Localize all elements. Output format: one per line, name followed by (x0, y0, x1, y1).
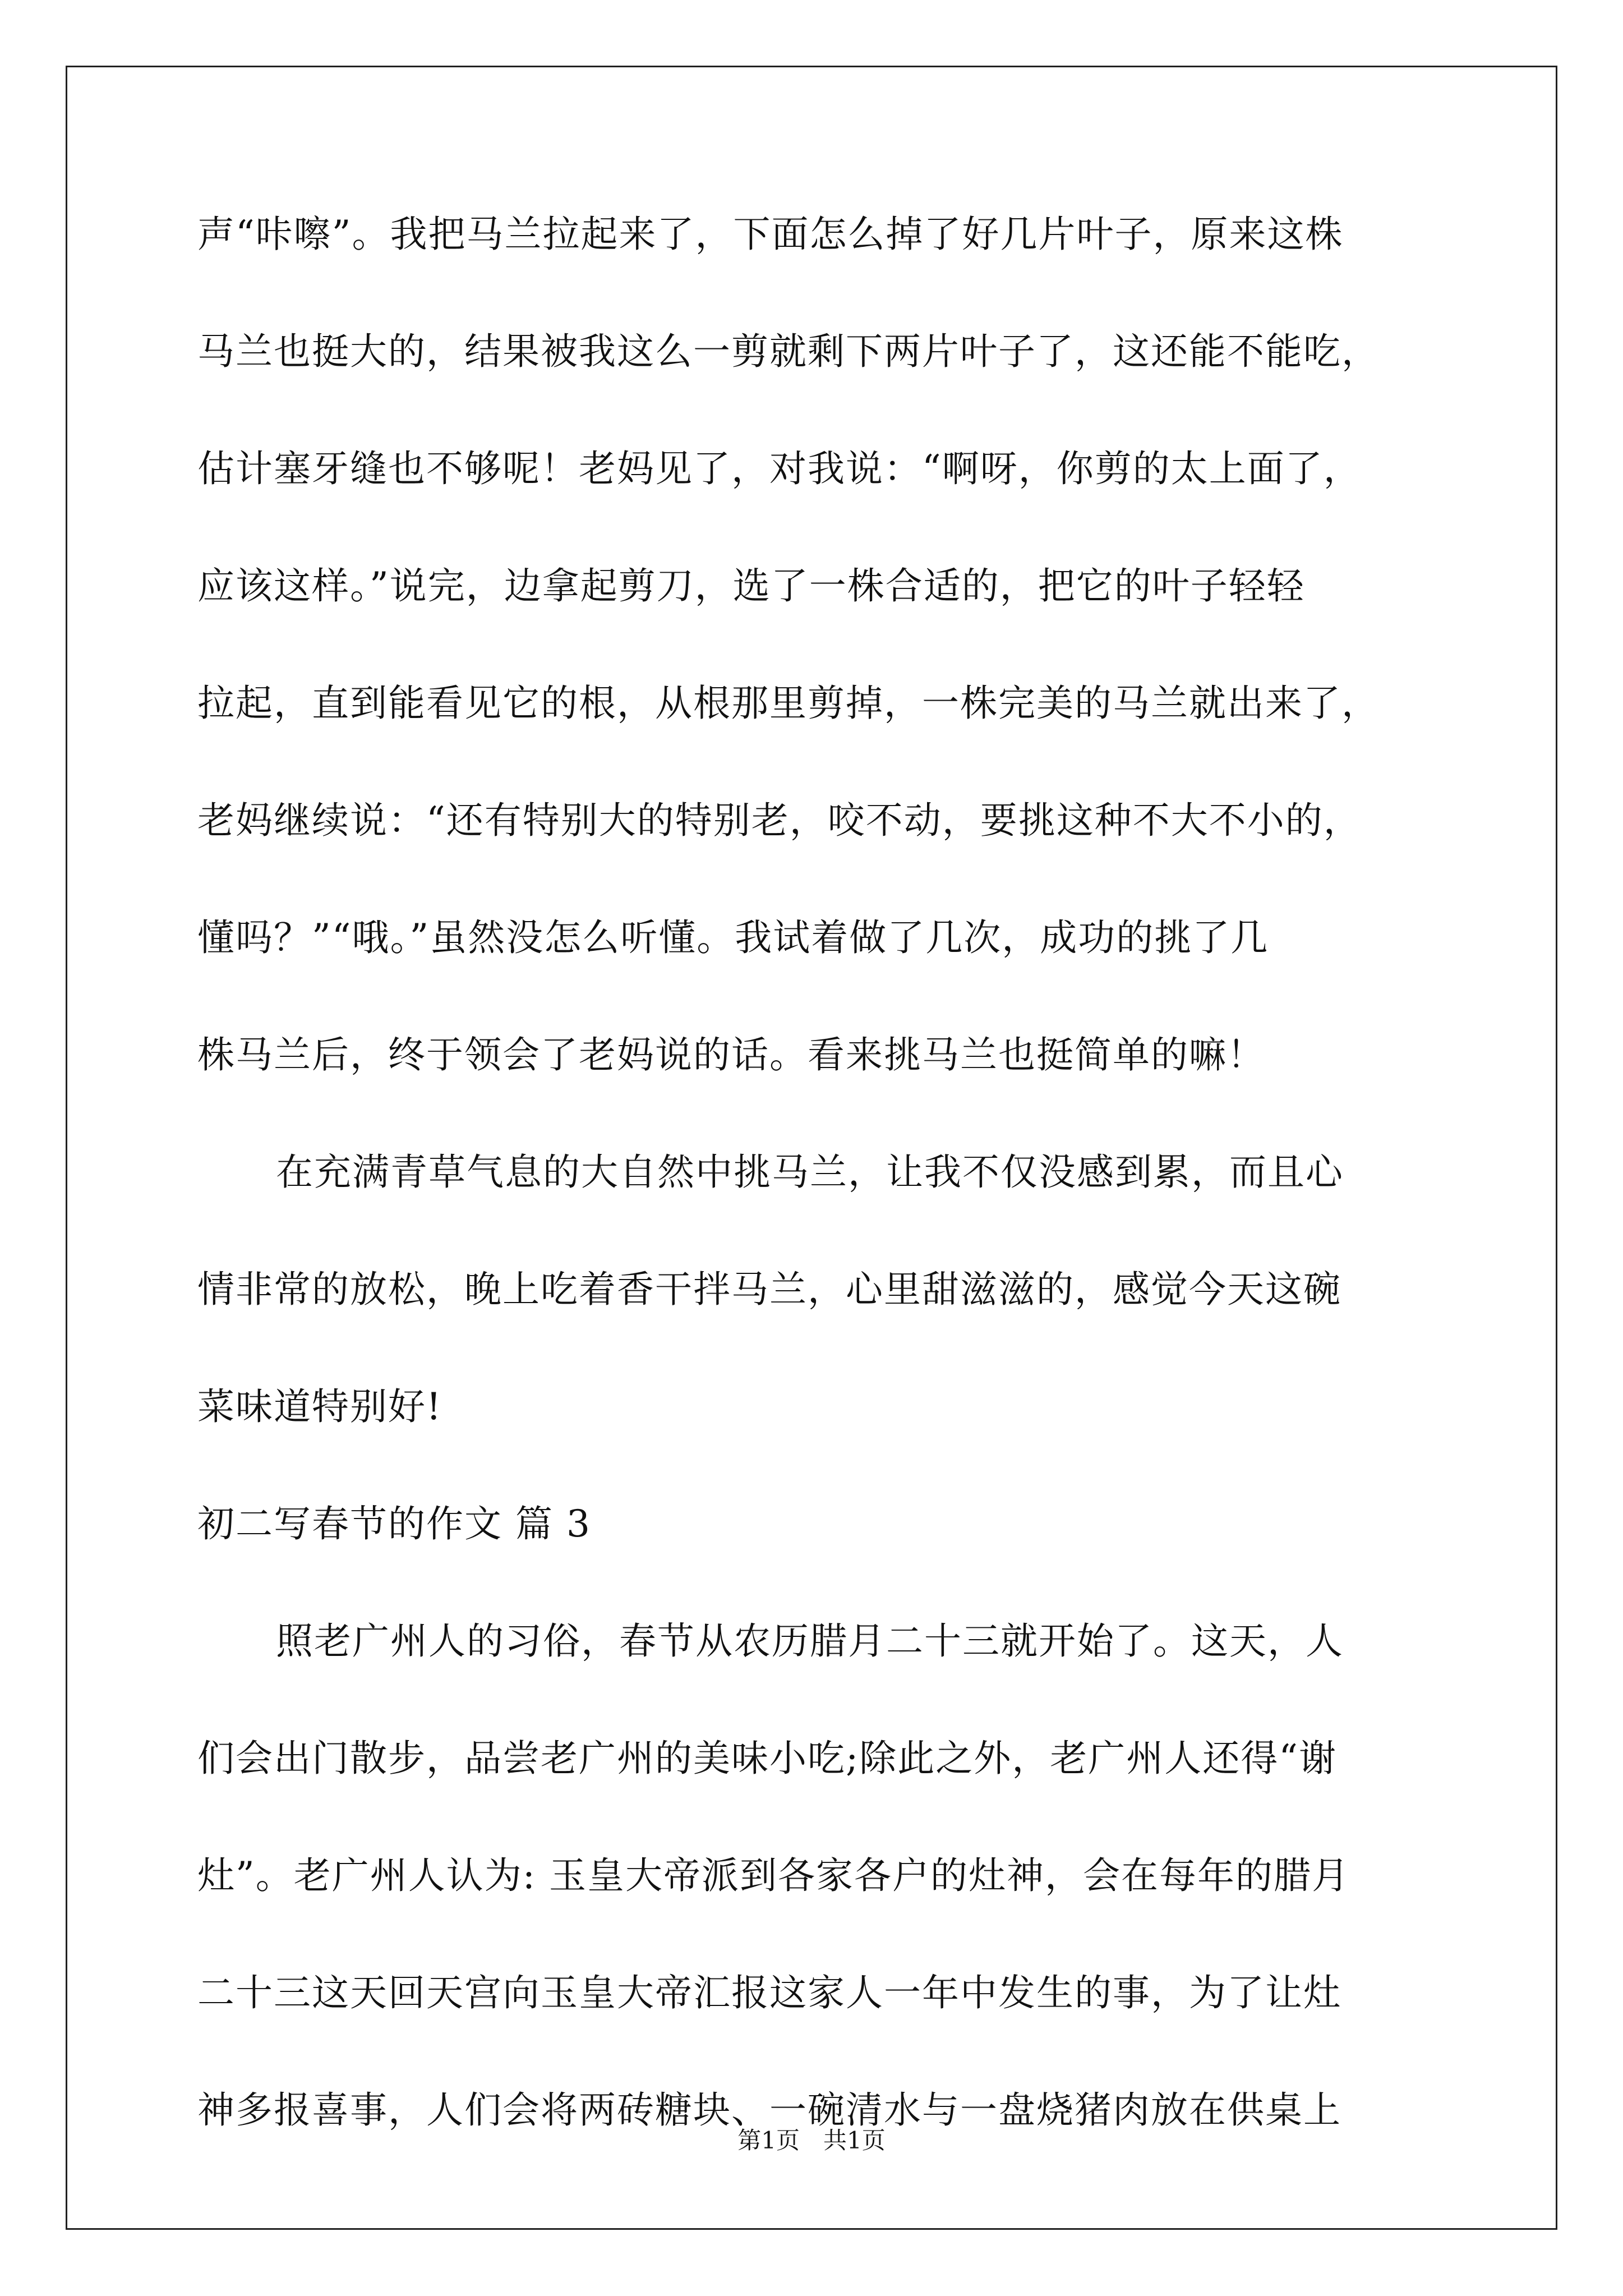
section-heading: 初二写春节的作文 篇 3 (197, 1502, 591, 1545)
text-line: 灶”。老广州人认为: 玉皇大帝派到各家各户的灶神，会在每年的腊月 (197, 1854, 1350, 1897)
text-line-indented: 在充满青草气息的大自然中挑马兰，让我不仅没感到累，而且心 (276, 1151, 1344, 1194)
text-line: 老妈继续说：“还有特别大的特别老，咬不动，要挑这种不大不小的， (197, 799, 1362, 842)
text-line: 马兰也挺大的，结果被我这么一剪就剩下两片叶子了，这还能不能吃， (197, 330, 1380, 373)
page-border (66, 66, 1557, 2230)
text-line: 拉起，直到能看见它的根，从根那里剪掉，一株完美的马兰就出来了， (197, 682, 1380, 725)
text-line: 声“咔嚓”。我把马兰拉起来了，下面怎么掉了好几片叶子，原来这株 (197, 213, 1344, 256)
text-line: 们会出门散步，品尝老广州的美味小吃;除此之外，老广州人还得“谢 (197, 1737, 1337, 1780)
text-line: 估计塞牙缝也不够呢！老妈见了，对我说：“啊呀，你剪的太上面了， (197, 447, 1362, 490)
text-line: 菜味道特别好! (197, 1385, 442, 1428)
text-line: 二十三这天回天宫向玉皇大帝汇报这家人一年中发生的事，为了让灶 (197, 1971, 1341, 2014)
text-line: 神多报喜事，人们会将两砖糖块、一碗清水与一盘烧猪肉放在供桌上 (197, 2088, 1341, 2132)
text-line: 懂吗？”“哦。”虽然没怎么听懂。我试着做了几次，成功的挑了几 (197, 916, 1269, 959)
text-line: 株马兰后，终于领会了老妈说的话。看来挑马兰也挺简单的嘛！ (197, 1033, 1265, 1076)
text-line: 情非常的放松，晚上吃着香干拌马兰，心里甜滋滋的，感觉今天这碗 (197, 1268, 1341, 1311)
page-number-footer: 第1页 共1页 (737, 2127, 886, 2154)
text-line: 应该这样。”说完，边拿起剪刀，选了一株合适的，把它的叶子轻轻 (197, 564, 1305, 608)
text-line-indented: 照老广州人的习俗，春节从农历腊月二十三就开始了。这天，人 (276, 1619, 1344, 1663)
